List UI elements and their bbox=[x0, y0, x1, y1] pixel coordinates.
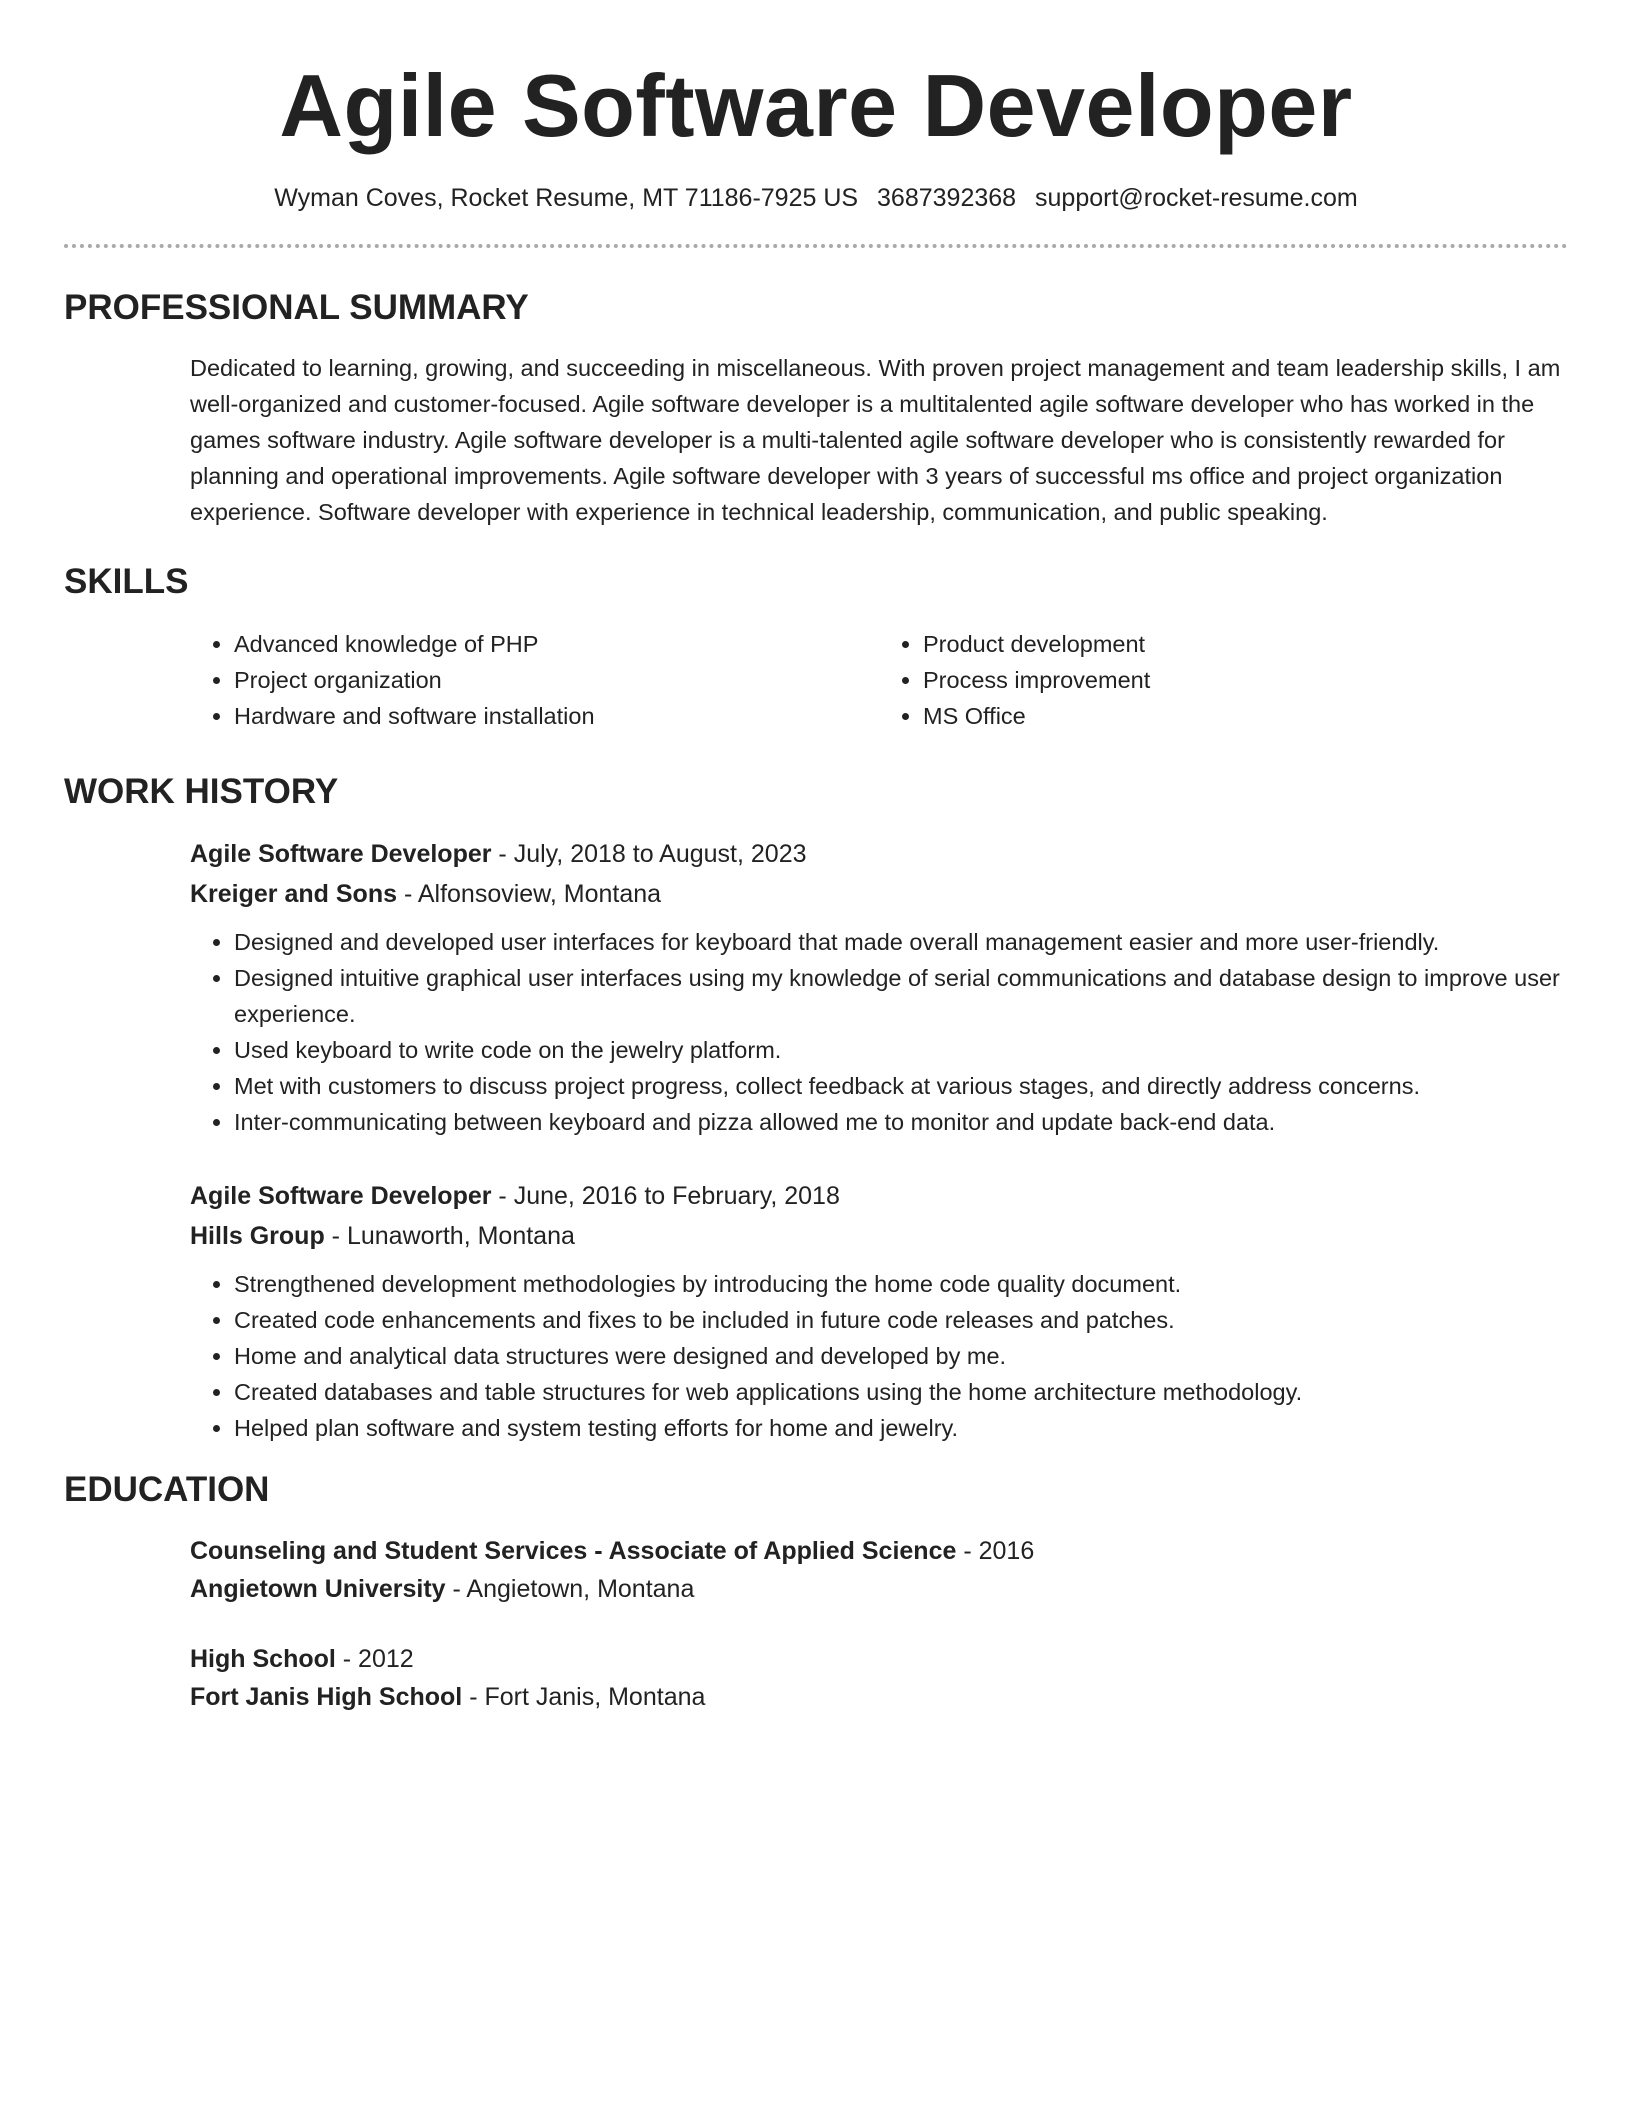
skills-column-left bbox=[190, 626, 879, 734]
skill-item: • Hardware and software installation bbox=[234, 698, 879, 734]
job-bullet: • Home and analytical data structures were designed and developed by me. bbox=[234, 1338, 1568, 1374]
job-company-line bbox=[190, 874, 1568, 914]
work-history-section bbox=[64, 770, 1568, 1446]
job-bullet: • Created code enhancements and fixes to be included in future code releases and patches. bbox=[234, 1302, 1568, 1338]
section-title-education: EDUCATION bbox=[64, 1470, 270, 1509]
resume-header bbox=[64, 0, 1568, 214]
education-year: - 2016 bbox=[956, 1537, 1035, 1565]
education-school: Fort Janis High School bbox=[190, 1683, 463, 1711]
skill-item: • Product development bbox=[923, 626, 1568, 662]
skills-section bbox=[64, 560, 1568, 734]
summary-body bbox=[190, 350, 1568, 530]
education-school: Angietown University bbox=[190, 1575, 446, 1603]
education-degree-line bbox=[190, 1640, 1568, 1678]
job-bullet: • Met with customers to discuss project progress, collect feedback at various stages, and directly address concerns. bbox=[234, 1068, 1568, 1104]
job-entry bbox=[190, 834, 1568, 1140]
job-role: Agile Software Developer bbox=[190, 840, 492, 868]
work-history-body bbox=[190, 834, 1568, 1446]
education-entry bbox=[190, 1532, 1568, 1608]
job-bullets bbox=[190, 1266, 1568, 1446]
section-title-summary: PROFESSIONAL SUMMARY bbox=[64, 288, 529, 327]
skills-column-right bbox=[879, 626, 1568, 734]
job-company: Hills Group bbox=[190, 1222, 325, 1250]
skill-item: • Project organization bbox=[234, 662, 879, 698]
job-location: - Alfonsoview, Montana bbox=[397, 880, 662, 908]
job-bullet: • Helped plan software and system testing efforts for home and jewelry. bbox=[234, 1410, 1568, 1446]
job-dates: - July, 2018 to August, 2023 bbox=[491, 840, 807, 868]
job-bullets bbox=[190, 924, 1568, 1140]
contact-address: Wyman Coves, Rocket Resume, MT 71186-7925 US bbox=[274, 184, 859, 212]
job-bullet: • Created databases and table structures for web applications using the home architecture methodology. bbox=[234, 1374, 1568, 1410]
education-school-line bbox=[190, 1678, 1568, 1716]
job-title-line bbox=[190, 834, 1568, 874]
job-bullet: • Used keyboard to write code on the jewelry platform. bbox=[234, 1032, 1568, 1068]
job-title-line bbox=[190, 1176, 1568, 1216]
education-year: - 2012 bbox=[335, 1645, 414, 1673]
header-divider bbox=[64, 244, 1568, 248]
education-entry bbox=[190, 1640, 1568, 1716]
contact-line bbox=[64, 182, 1568, 214]
skills-grid bbox=[190, 626, 1568, 734]
education-section bbox=[64, 1468, 1568, 1716]
job-bullet: • Designed intuitive graphical user interfaces using my knowledge of serial communications and database design to improve user experience. bbox=[234, 960, 1568, 1032]
education-location: - Fort Janis, Montana bbox=[462, 1683, 706, 1711]
professional-summary-section bbox=[64, 286, 1568, 530]
job-bullet: • Strengthened development methodologies by introducing the home code quality document. bbox=[234, 1266, 1568, 1302]
section-title-skills: SKILLS bbox=[64, 562, 189, 601]
summary-text: Dedicated to learning, growing, and succeeding in miscellaneous. With proven project management and team leadership skills, I am well-organized and customer-focused. Agile software developer is a multitalented agile software developer who has worked in the games software industry. Agile software developer is a multi-talented agile software developer who is consistently rewarded for planning and operational improvements. Agile software developer with 3 years of successful ms office and project organization experience. Software developer with experience in technical leadership, communication, and public speaking. bbox=[190, 355, 1561, 525]
job-dates: - June, 2016 to February, 2018 bbox=[491, 1182, 840, 1210]
job-company-line bbox=[190, 1216, 1568, 1256]
education-location: - Angietown, Montana bbox=[445, 1575, 695, 1603]
contact-email: support@rocket-resume.com bbox=[1035, 184, 1358, 212]
skill-item: • MS Office bbox=[923, 698, 1568, 734]
section-title-work-history: WORK HISTORY bbox=[64, 772, 339, 811]
contact-phone: 3687392368 bbox=[877, 184, 1017, 212]
job-bullet: • Designed and developed user interfaces for keyboard that made overall management easier and more user-friendly. bbox=[234, 924, 1568, 960]
job-company: Kreiger and Sons bbox=[190, 880, 397, 908]
education-degree: High School bbox=[190, 1645, 336, 1673]
education-degree-line bbox=[190, 1532, 1568, 1570]
education-body bbox=[190, 1532, 1568, 1716]
candidate-name: Agile Software Developer bbox=[279, 56, 1353, 155]
education-degree: Counseling and Student Services - Associate of Applied Science bbox=[190, 1537, 957, 1565]
skill-item: • Advanced knowledge of PHP bbox=[234, 626, 879, 662]
job-location: - Lunaworth, Montana bbox=[324, 1222, 575, 1250]
job-bullet: • Inter-communicating between keyboard and pizza allowed me to monitor and update back-end data. bbox=[234, 1104, 1568, 1140]
skill-item: • Process improvement bbox=[923, 662, 1568, 698]
job-entry bbox=[190, 1176, 1568, 1446]
education-school-line bbox=[190, 1570, 1568, 1608]
job-role: Agile Software Developer bbox=[190, 1182, 492, 1210]
